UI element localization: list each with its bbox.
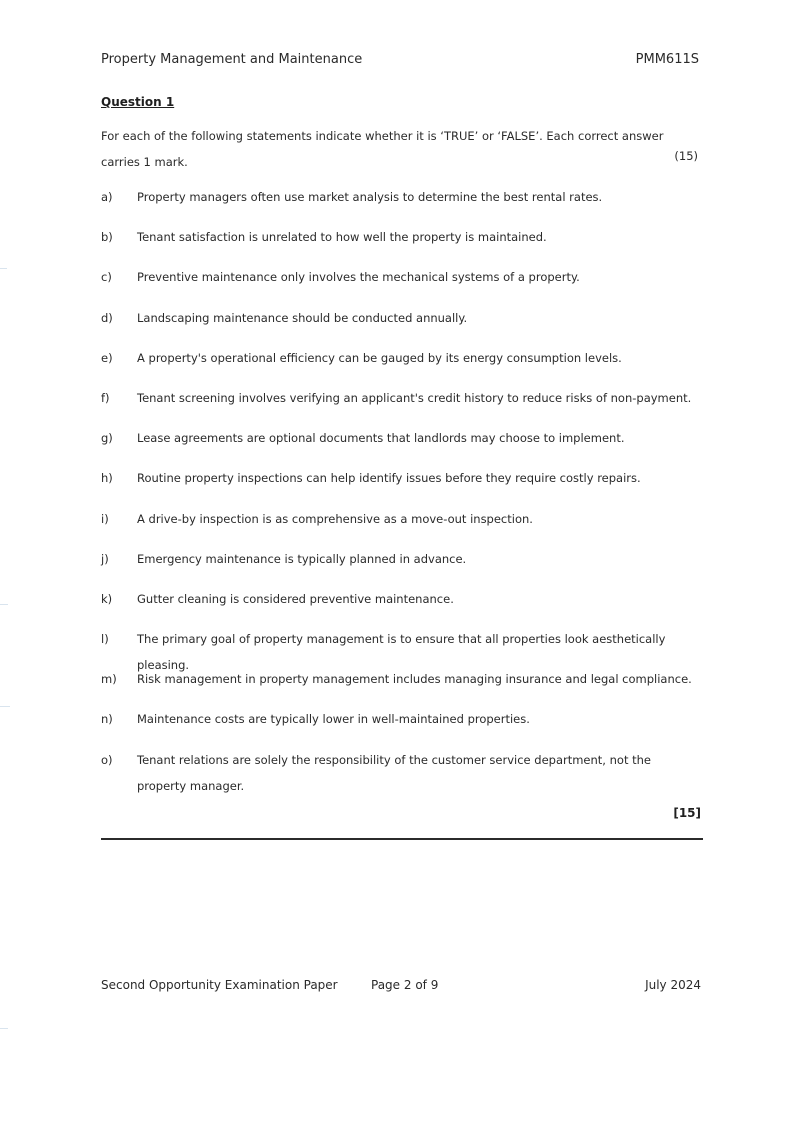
question-item-text: Risk management in property management includes managing insurance and legal compliance. xyxy=(137,672,692,687)
question-item-text: Gutter cleaning is considered preventive maintenance. xyxy=(137,591,454,606)
question-item-text: Maintenance costs are typically lower in well-maintained properties. xyxy=(137,712,530,727)
question-item xyxy=(101,630,701,673)
scan-edge-mark xyxy=(0,706,10,707)
question-item-text: Emergency maintenance is typically planned in advance. xyxy=(137,551,467,566)
question-item xyxy=(101,710,701,750)
question-item xyxy=(101,469,701,509)
question-item-text: A property's operational efficiency can be gauged by its energy consumption levels. xyxy=(137,350,622,365)
question-item-text: Routine property inspections can help identify issues before they require costly repairs. xyxy=(137,471,641,486)
course-title: Property Management and Maintenance xyxy=(101,52,363,67)
question-item-letter: c) xyxy=(101,270,112,285)
question-item xyxy=(101,670,701,710)
question-item-letter: h) xyxy=(101,471,113,486)
question-item-letter: n) xyxy=(101,712,113,727)
question-item-text: Tenant relations are solely the responsibility of the customer service department, not the property manager. xyxy=(137,752,651,793)
question-item xyxy=(101,188,701,228)
section-divider xyxy=(101,838,703,840)
question-item-text: Tenant screening involves verifying an applicant's credit history to reduce risks of non-payment. xyxy=(137,390,692,405)
question-item-text: The primary goal of property management is to ensure that all properties look aesthetically pleasing. xyxy=(137,632,666,673)
question-item xyxy=(101,510,701,550)
scan-edge-mark xyxy=(0,1028,8,1029)
question-item-letter: a) xyxy=(101,190,113,204)
question-item-letter: j) xyxy=(101,551,109,566)
question-item xyxy=(101,751,701,791)
question-item-letter: g) xyxy=(101,431,113,446)
question-item-letter: m) xyxy=(101,672,117,687)
footer-exam-type: Second Opportunity Examination Paper xyxy=(101,978,338,992)
question-item-letter: k) xyxy=(101,591,113,606)
scan-edge-mark xyxy=(0,268,7,269)
question-item-text: Preventive maintenance only involves the mechanical systems of a property. xyxy=(137,270,580,285)
question-item-text: Tenant satisfaction is unrelated to how well the property is maintained. xyxy=(137,230,547,245)
question-item-letter: i) xyxy=(101,511,109,526)
question-item-letter: e) xyxy=(101,350,113,365)
question-instructions: For each of the following statements indicate whether it is ‘TRUE’ or ‘FALSE’. Each correct answer carries 1 mark. xyxy=(101,129,664,169)
question-item xyxy=(101,349,701,389)
question-item-text: Property managers often use market analysis to determine the best rental rates. xyxy=(137,190,603,204)
question-item xyxy=(101,228,701,268)
question-item xyxy=(101,429,701,469)
question-item xyxy=(101,268,701,308)
question-item-letter: o) xyxy=(101,752,113,767)
question-item xyxy=(101,389,701,429)
question-item-letter: d) xyxy=(101,310,113,325)
scan-edge-mark xyxy=(0,604,8,605)
question-item xyxy=(101,590,701,630)
question-item-letter: l) xyxy=(101,632,109,647)
question-item xyxy=(101,550,701,590)
footer-date: July 2024 xyxy=(645,978,701,992)
question-item-letter: f) xyxy=(101,390,110,405)
question-item-text: A drive-by inspection is as comprehensive as a move-out inspection. xyxy=(137,511,533,526)
question-item-letter: b) xyxy=(101,230,113,245)
question-total: [15] xyxy=(673,806,701,820)
question-item-text: Lease agreements are optional documents that landlords may choose to implement. xyxy=(137,431,625,446)
question-list xyxy=(101,188,701,791)
question-item xyxy=(101,309,701,349)
question-marks: (15) xyxy=(674,149,698,163)
question-title: Question 1 xyxy=(101,95,175,109)
footer-page-number: Page 2 of 9 xyxy=(371,978,439,992)
course-code: PMM611S xyxy=(635,52,699,67)
question-item-text: Landscaping maintenance should be conducted annually. xyxy=(137,310,468,325)
